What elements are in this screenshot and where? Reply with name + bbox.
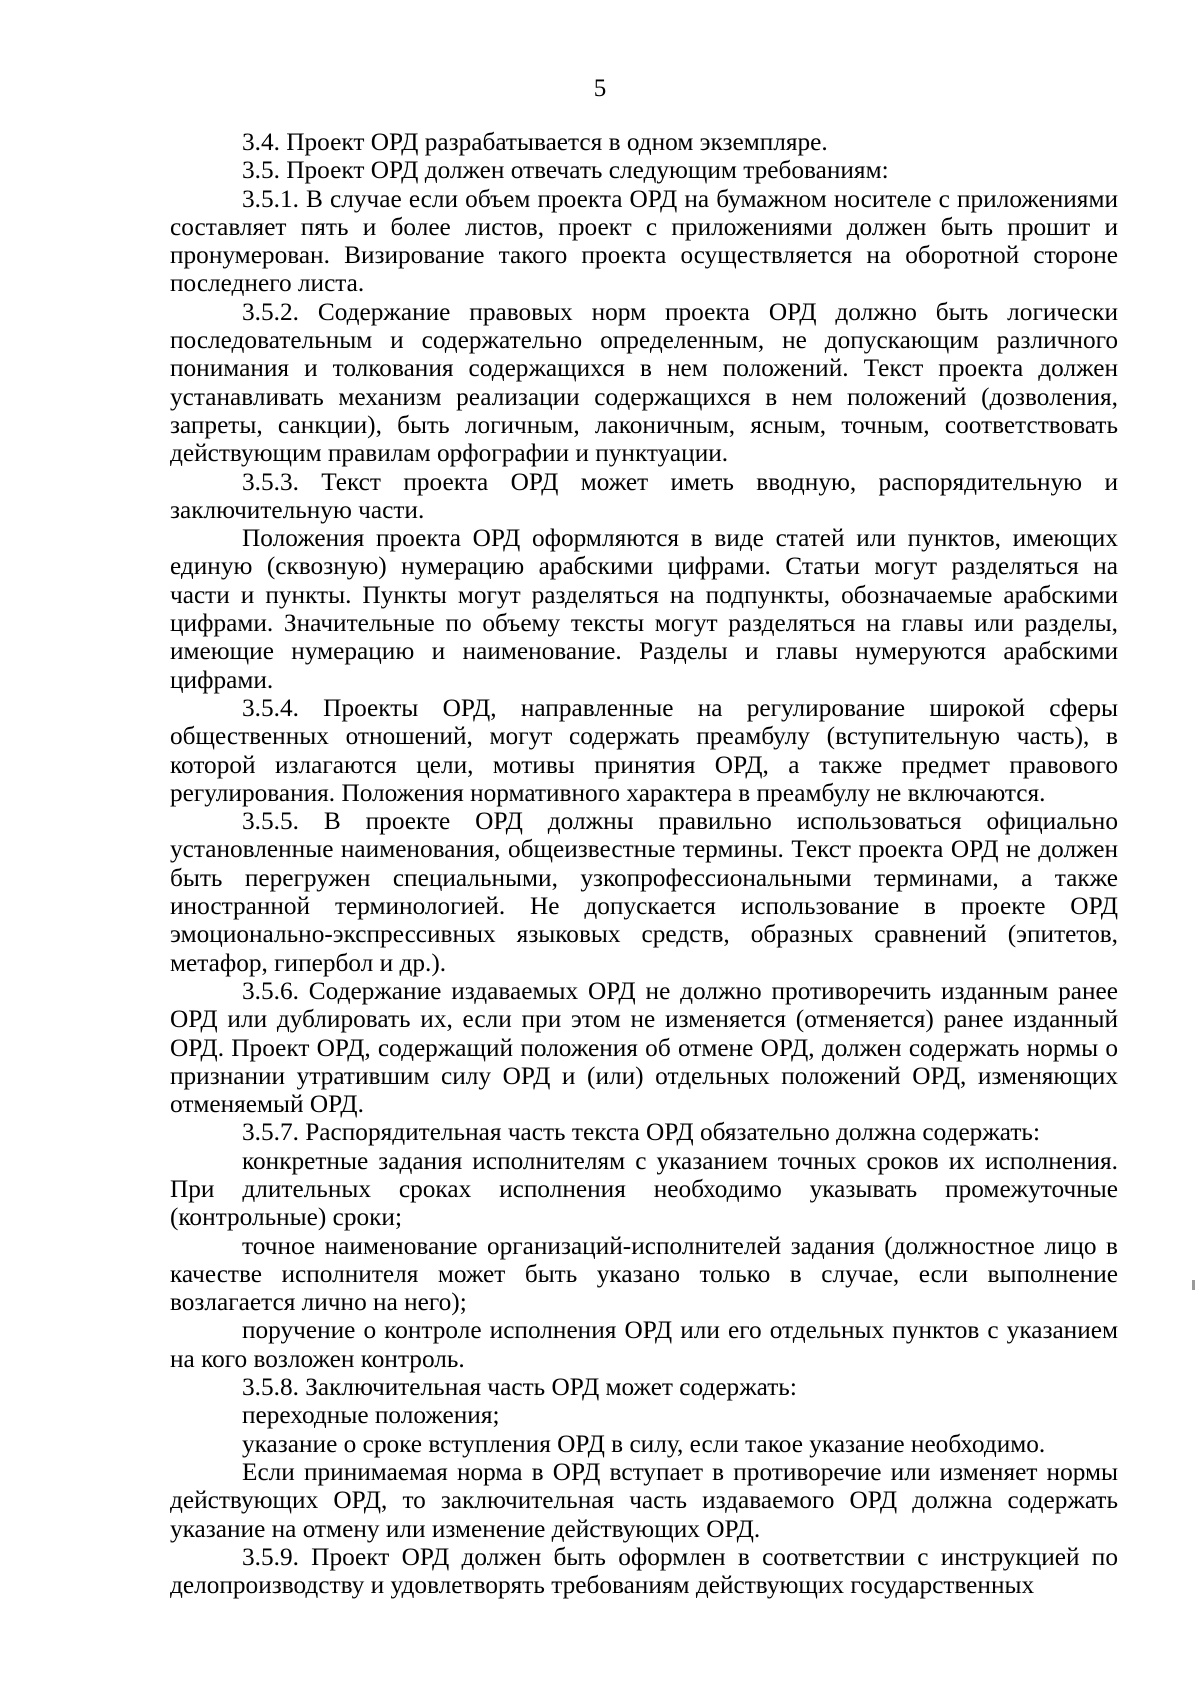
paragraph-3-5-5: 3.5.5. В проекте ОРД должны правильно использоваться официально установленные наименования, общеизвестные термины. Текст проекта ОРД не должен быть перегружен специальными, узкопрофессиональными терминами, а также иностранной терминологией. Не допускается использование в проекте ОРД эмоционально-экспрессивных языковых средств, образных сравнений (эпитетов, метафор, гипербол и др.). — [170, 807, 1118, 977]
paragraph-3-5-9: 3.5.9. Проект ОРД должен быть оформлен в соответствии с инструкцией по делопроизводству и удовлетворять требованиям действующих государственных — [170, 1542, 1118, 1600]
paragraph-3-5-1: 3.5.1. В случае если объем проекта ОРД на бумажном носителе с приложениями составляет пять и более листов, проект с приложениями должен быть прошит и пронумерован. Визирование такого проекта осуществляется на оборотной стороне последнего листа. — [170, 184, 1118, 298]
list-item-effective-date: указание о сроке вступления ОРД в силу, если такое указание необходимо. — [242, 1429, 1046, 1458]
page-number: 5 — [593, 75, 607, 102]
list-item-executors: точное наименование организаций-исполнителей задания (должностное лицо в качестве исполнителя может быть указано только в случае, если выполнение возлагается лично на него); — [170, 1231, 1118, 1317]
document-body — [170, 128, 1118, 1599]
paragraph-provisions-format: Положения проекта ОРД оформляются в виде статей или пунктов, имеющих единую (сквозную) нумерацию арабскими цифрами. Статьи могут разделяться на части и пункты. Пункты могут разделяться на подпункты, обозначаемые арабскими цифрами. Значительные по объему тексты могут разделяться на главы или разделы, имеющие нумерацию и наименование. Разделы и главы нумеруются арабскими цифрами. — [170, 524, 1118, 694]
list-item-specific-tasks: конкретные задания исполнителям с указанием точных сроков их исполнения. При длительных сроках исполнения необходимо указывать промежуточные (контрольные) сроки; — [170, 1146, 1118, 1232]
paragraph-3-5-3: 3.5.3. Текст проекта ОРД может иметь вводную, распорядительную и заключительную части. — [170, 467, 1118, 524]
list-item-control: поручение о контроле исполнения ОРД или его отдельных пунктов с указанием на кого возложен контроль. — [170, 1316, 1118, 1373]
paragraph-3-5-4: 3.5.4. Проекты ОРД, направленные на регулирование широкой сферы общественных отношений, могут содержать преамбулу (вступительную часть), в которой излагаются цели, мотивы принятия ОРД, а также предмет правового регулирования. Положения нормативного характера в преамбулу не включаются. — [170, 693, 1118, 807]
paragraph-3-4: 3.4. Проект ОРД разрабатывается в одном экземпляре. — [242, 128, 828, 156]
paragraph-3-5-7: 3.5.7. Распорядительная часть текста ОРД обязательно должна содержать: — [242, 1118, 1040, 1147]
paragraph-3-5-8: 3.5.8. Заключительная часть ОРД может содержать: — [242, 1373, 797, 1402]
paragraph-3-5: 3.5. Проект ОРД должен отвечать следующим требованиям: — [242, 156, 889, 185]
list-item-transitional: переходные положения; — [242, 1401, 500, 1430]
scan-artifact — [1192, 1280, 1195, 1290]
paragraph-3-5-2: 3.5.2. Содержание правовых норм проекта ОРД должно быть логически последовательным и содержательно определенным, не допускающим различного понимания и толкования содержащихся в нем положений. Текст проекта должен устанавливать механизм реализации содержащихся в нем положений (дозволения, запреты, санкции), быть логичным, лаконичным, ясным, точным, соответствовать действующим правилам орфографии и пунктуации. — [170, 297, 1118, 468]
paragraph-conflicting-norms: Если принимаемая норма в ОРД вступает в противоречие или изменяет нормы действующих ОРД, то заключительная часть издаваемого ОРД должна содержать указание на отмену или изменение действующих ОРД. — [170, 1457, 1118, 1543]
paragraph-3-5-6: 3.5.6. Содержание издаваемых ОРД не должно противоречить изданным ранее ОРД или дублировать их, если при этом не изменяется (отменяется) ранее изданный ОРД. Проект ОРД, содержащий положения об отмене ОРД, должен содержать нормы о признании утратившим силу ОРД и (или) отдельных положений ОРД, изменяющих отменяемый ОРД. — [170, 976, 1118, 1119]
